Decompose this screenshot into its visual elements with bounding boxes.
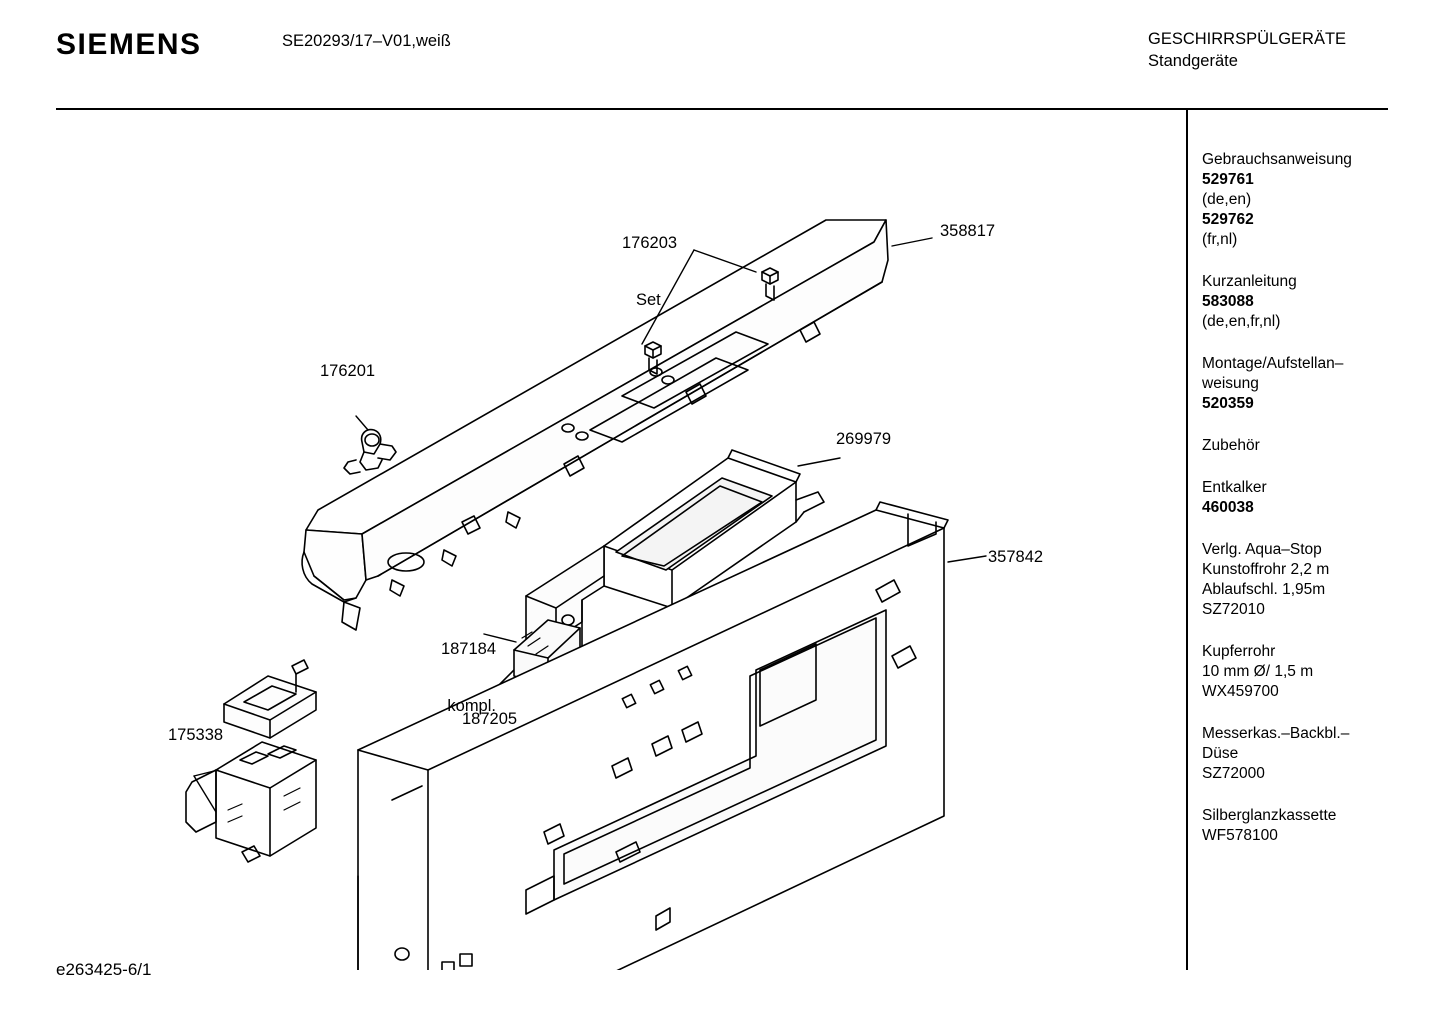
info-line: WF578100 <box>1202 827 1278 844</box>
info-block-montage-aufstellanweisung <box>1202 354 1422 414</box>
part-latch-176201 <box>344 430 396 474</box>
exploded-parts-diagram <box>56 110 1186 970</box>
info-line: Messerkas.–Backbl.– <box>1202 725 1350 742</box>
info-line: weisung <box>1202 375 1259 392</box>
info-block-silberglanzkassette <box>1202 806 1422 846</box>
callout-175338: 175338 <box>168 726 224 744</box>
info-block-gebrauchsanweisung <box>1202 150 1422 250</box>
info-line: Zubehör <box>1202 437 1260 454</box>
callout-187184-number: 187184 <box>440 640 496 658</box>
info-line: SZ72000 <box>1202 765 1265 782</box>
info-line: Gebrauchsanweisung <box>1202 151 1352 168</box>
accessories-info-column <box>1202 150 1422 868</box>
info-line: 460038 <box>1202 499 1254 516</box>
info-block-kurzanleitung <box>1202 272 1422 332</box>
page-header <box>0 0 1442 100</box>
info-line: 520359 <box>1202 395 1254 412</box>
info-line: WX459700 <box>1202 683 1279 700</box>
document-code: e263425-6/1 <box>56 960 152 979</box>
model-number: SE20293/17–V01,weiß <box>282 32 451 50</box>
info-line: Kurzanleitung <box>1202 273 1297 290</box>
info-line: 10 mm Ø/ 1,5 m <box>1202 663 1314 680</box>
info-block-messerkasten-backblech-duese <box>1202 724 1422 784</box>
callout-269979: 269979 <box>836 430 892 448</box>
info-line: Entkalker <box>1202 479 1267 496</box>
callout-187184-sub: kompl. <box>447 697 496 715</box>
info-block-zubehoer <box>1202 436 1422 456</box>
info-line: Kunstoffrohr 2,2 m <box>1202 561 1330 578</box>
callout-358817: 358817 <box>940 222 996 240</box>
siemens-logo: SIEMENS <box>56 28 202 61</box>
callout-176203-sub: Set <box>636 291 661 309</box>
info-line: 529761 <box>1202 171 1254 188</box>
info-line: Montage/Aufstellan– <box>1202 355 1344 372</box>
info-block-kupferrohr <box>1202 642 1422 702</box>
callout-176203-number: 176203 <box>622 234 678 252</box>
info-line: (de,en) <box>1202 191 1252 208</box>
info-line: (de,en,fr,nl) <box>1202 313 1281 330</box>
category-main: GESCHIRRSPÜLGERÄTE <box>1148 30 1347 48</box>
info-line: Ablaufschl. 1,95m <box>1202 581 1326 598</box>
part-switch-block-175338 <box>186 660 316 862</box>
callout-357842: 357842 <box>988 548 1044 566</box>
callout-176201: 176201 <box>320 362 376 380</box>
diagram-svg <box>56 110 1186 970</box>
info-line: Düse <box>1202 745 1239 762</box>
info-block-entkalker <box>1202 478 1422 518</box>
info-line: SZ72010 <box>1202 601 1265 618</box>
info-column-divider <box>1186 110 1188 970</box>
info-line: Verlg. Aqua–Stop <box>1202 541 1322 558</box>
info-line: (fr,nl) <box>1202 231 1238 248</box>
info-block-verlg-aqua-stop <box>1202 540 1422 620</box>
callout-176203 <box>622 196 677 329</box>
info-line: 529762 <box>1202 211 1254 228</box>
info-line: Silberglanzkassette <box>1202 807 1337 824</box>
info-line: 583088 <box>1202 293 1254 310</box>
info-line: Kupferrohr <box>1202 643 1276 660</box>
callout-187205: 187205 <box>462 710 518 728</box>
category-sub: Standgeräte <box>1148 52 1238 70</box>
